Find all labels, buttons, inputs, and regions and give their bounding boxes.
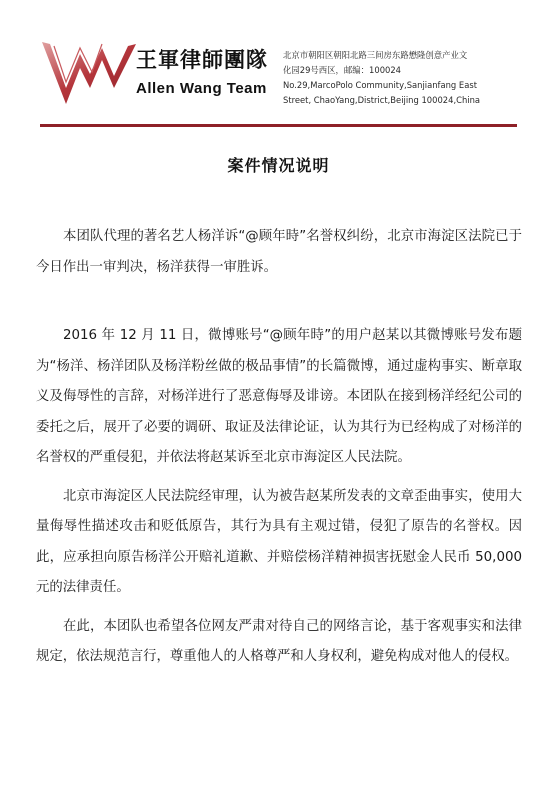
document-body xyxy=(36,222,522,673)
header-divider xyxy=(40,124,517,127)
address-line: Street, ChaoYang,District,Beijing 100024,China xyxy=(283,95,481,105)
address-line: 北京市朝阳区朝阳北路三间房东路懋隆创意产业文 xyxy=(283,50,468,60)
paragraph: 2016 年 12 月 11 日，微博账号“@顾年時”的用户赵某以其微博账号发布题为“杨洋、杨洋团队及杨洋粉丝做的极品事情”的长篇微博，通过虚构事实、断章取义及侮辱性的言辞，对杨洋进行了恶意侮辱及诽谤。本团队在接到杨洋经纪公司的委托之后，展开了必要的调研、取证及法律论证，认为其行为已经构成了对杨洋的名誉权的严重侵犯，并依法将赵某诉至北京市海淀区人民法院。 xyxy=(36,328,522,465)
address-line: 化园29号西区，邮编：100024 xyxy=(283,65,402,75)
paragraph: 北京市海淀区人民法院经审理，认为被告赵某所发表的文章歪曲事实，使用大量侮辱性描述攻击和贬低原告，其行为具有主观过错，侵犯了原告的名誉权。因此，应承担向原告杨洋公开赔礼道歉、并赔偿杨洋精神损害抚慰金人民币 50,000 元的法律责任。 xyxy=(36,488,522,595)
paragraph: 本团队代理的著名艺人杨洋诉“@顾年時”名誉权纠纷，北京市海淀区法院已于今日作出一审判决，杨洋获得一审胜诉。 xyxy=(36,229,522,275)
address-line: No.29,MarcoPolo Community,Sanjianfang East xyxy=(283,80,477,90)
document-title: 案件情况说明 xyxy=(227,156,330,175)
team-logo-icon xyxy=(40,38,138,108)
letterhead xyxy=(0,0,557,132)
brand-name-english: Allen Wang Team xyxy=(136,80,267,97)
address-block xyxy=(283,48,551,108)
paragraph: 在此，本团队也希望各位网友严肃对待自己的网络言论，基于客观事实和法律规定，依法规范言行，尊重他人的人格尊严和人身权利，避免构成对他人的侵权。 xyxy=(36,618,522,664)
brand-name-chinese: 王軍律師團隊 xyxy=(136,48,268,72)
